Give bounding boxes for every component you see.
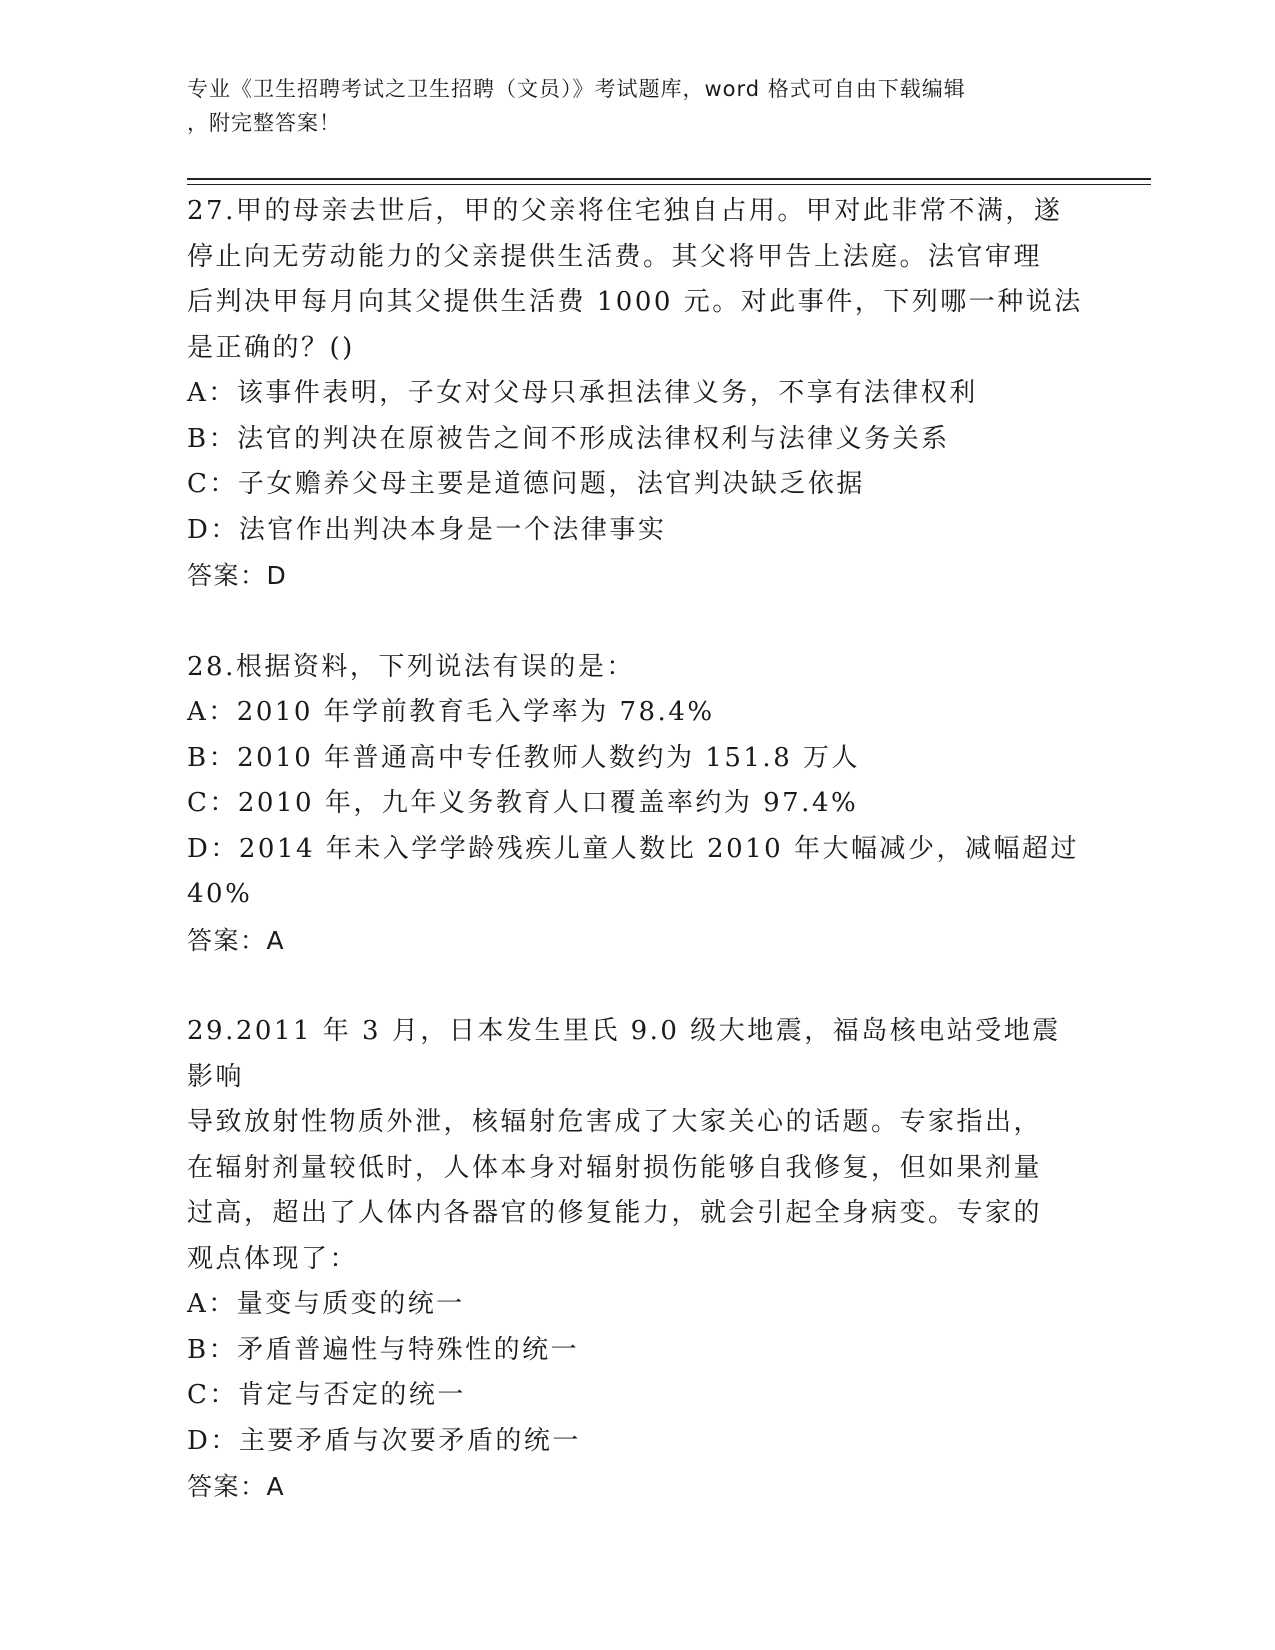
option-a: A：该事件表明，子女对父母只承担法律义务，不享有法律权利: [187, 378, 978, 408]
header-divider-thick: [187, 178, 1151, 180]
header-line-2: ，附完整答案！: [187, 111, 341, 135]
option-d: D：主要矛盾与次要矛盾的统一: [187, 1425, 581, 1456]
header-divider-thin: [187, 184, 1151, 185]
question-27: [187, 189, 1087, 599]
question-stem: [187, 1009, 1087, 1282]
question-29: [187, 1009, 1087, 1510]
stem-line: 过高，超出了人体内各器官的修复能力，就会引起全身病变。专家的: [187, 1198, 1043, 1228]
answer-label: 答案：A: [187, 1472, 286, 1501]
question-stem: [187, 645, 1087, 691]
option-b: B：法官的判决在原被告之间不形成法律权利与法律义务关系: [187, 423, 950, 454]
option-a: A：2010 年学前教育毛入学率为 78.4%: [187, 697, 715, 727]
stem-line: 在辐射剂量较低时，人体本身对辐射损伤能够自我修复，但如果剂量: [187, 1152, 1043, 1183]
stem-line: 29.2011 年 3 月，日本发生里氏 9.0 级大地震，福岛核电站受地震影响: [187, 1016, 1061, 1092]
header-line-1: 专业《卫生招聘考试之卫生招聘（文员）》考试题库，word 格式可自由下载编辑: [187, 77, 966, 101]
option-d: D：法官作出判决本身是一个法律事实: [187, 514, 667, 545]
question-stem: [187, 189, 1087, 371]
document-header: [187, 72, 1087, 140]
option-a: A：量变与质变的统一: [187, 1289, 465, 1319]
option-b: B：2010 年普通高中专任教师人数约为 151.8 万人: [187, 742, 861, 773]
answer-label: 答案：D: [187, 561, 288, 590]
question-28: [187, 645, 1087, 964]
option-c: C：2010 年，九年义务教育人口覆盖率约为 97.4%: [187, 788, 859, 818]
answer-label: 答案：A: [187, 925, 286, 955]
option-c: C：肯定与否定的统一: [187, 1380, 466, 1410]
option-b: B：矛盾普遍性与特殊性的统一: [187, 1334, 580, 1365]
option-c: C：子女赡养父母主要是道德问题，法官判决缺乏依据: [187, 469, 865, 499]
stem-line: 28.根据资料，下列说法有误的是：: [187, 651, 635, 682]
option-d-continuation: 40%: [187, 879, 253, 909]
stem-line: 后判决甲每月向其父提供生活费 1000 元。对此事件，下列哪一种说法: [187, 287, 1083, 317]
stem-line: 停止向无劳动能力的父亲提供生活费。其父将甲告上法庭。法官审理: [187, 241, 1043, 272]
stem-line: 27.甲的母亲去世后，甲的父亲将住宅独自占用。甲对此非常不满，遂: [187, 196, 1063, 226]
stem-line: 观点体现了：: [187, 1243, 359, 1274]
option-d: D：2014 年未入学学龄残疾儿童人数比 2010 年大幅减少，减幅超过: [187, 833, 1079, 864]
question-list: [187, 189, 1087, 1556]
stem-line: 导致放射性物质外泄，核辐射危害成了大家关心的话题。专家指出，: [187, 1107, 1043, 1137]
stem-line: 是正确的？(): [187, 332, 355, 363]
